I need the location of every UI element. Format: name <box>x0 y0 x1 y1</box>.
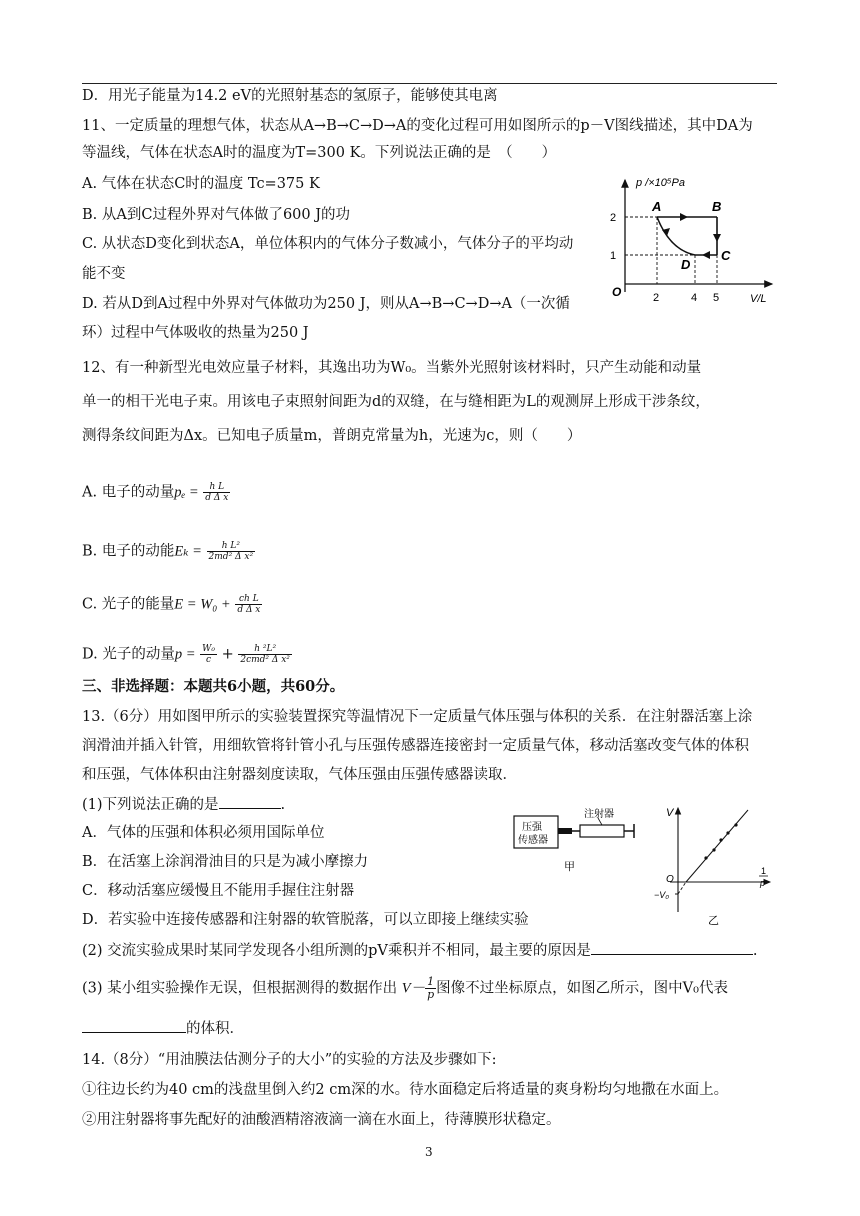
section-3-heading: 三、非选择题：本题共6小题，共60分。 <box>82 678 345 695</box>
q11-option-d-1: D. 若从D到A过程中外界对气体做功为250 J，则从A→B→C→D→A（一次循 <box>82 296 570 312</box>
pv-x-label: V/L <box>750 293 767 305</box>
pv-point-a: A <box>652 199 662 214</box>
q13-stem-1: 13.（6分）用如图甲所示的实验装置探究等温情况下一定质量气体压强与体积的关系．在注射器活塞上涂 <box>82 709 753 725</box>
q14-stem: 14.（8分）“用油膜法估测分子的大小”的实验的方法及步骤如下: <box>82 1052 497 1068</box>
q10-option-d: D．用光子能量为14.2 eV的光照射基态的氢原子，能够使其电离 <box>82 88 498 104</box>
q11-stem-2: 等温线，气体在状态A时的温度为T=300 K。下列说法正确的是 （ ） <box>82 145 557 161</box>
pv-ytick-2: 2 <box>610 212 617 224</box>
graph-yi-x-num: 1 <box>761 866 767 876</box>
pv-xtick-5: 5 <box>713 292 720 304</box>
q12-d-fraction-2: $\frac{\text{h ²L²}}{\text{2cmd² Δ x²}}$ <box>240 644 290 665</box>
pv-point-d: D <box>681 257 691 272</box>
graph-yi-v0: −V₀ <box>654 890 670 900</box>
q12-option-c: C. 光子的能量E = W₀ + $\frac{\text{ch L}}{\text{d Δ x}}$ <box>82 594 261 615</box>
q13-part-2: (2) 交流实验成果时某同学发现各小组所测的pV乘积并不相同，最主要的原因是 . <box>82 940 758 961</box>
pv-y-label: p /×10⁵Pa <box>636 177 685 189</box>
pv-graph <box>600 172 780 312</box>
v-inverse-p-graph <box>648 800 778 930</box>
q12-option-b: B. 电子的动能Eₖ = $\frac{\text{h L²}}{\text{2md² Δ x²}}$ <box>82 541 254 562</box>
q11-option-c-2: 能不变 <box>82 266 126 282</box>
q11-option-c-1: C. 从状态D变化到状态A，单位体积内的气体分子数减小，气体分子的平均动 <box>82 236 574 252</box>
q13-option-b: B．在活塞上涂润滑油目的只是为减小摩擦力 <box>82 854 369 870</box>
q11-stem-1: 11、一定质量的理想气体，状态从A→B→C→D→A的变化过程可用如图所示的p－V图线描述，其中DA为 <box>82 118 753 134</box>
graph-yi-x-den: p <box>760 878 766 888</box>
q12-d-fraction-1: $\frac{\text{W₀}}{c}$ <box>202 644 215 665</box>
pv-xtick-4: 4 <box>691 292 698 304</box>
q12-stem-1: 12、有一种新型光电效应量子材料，其逸出功为W₀。当紫外光照射该材料时，只产生动能和动量 <box>82 360 702 376</box>
q13-answer-blank-3[interactable] <box>82 1018 186 1033</box>
q12-c-fraction: $\frac{\text{ch L}}{\text{d Δ x}}$ <box>237 594 261 615</box>
graph-yi-origin: O <box>666 874 674 885</box>
figure-yi-label: 乙 <box>708 915 719 927</box>
q13-answer-blank-2[interactable] <box>591 940 753 955</box>
connector <box>558 828 572 834</box>
q12-b-fraction: $\frac{\text{h L²}}{\text{2md² Δ x²}}$ <box>208 541 254 562</box>
q13-inverse-p-fraction: $\frac{1}{p}$ <box>427 975 435 1001</box>
graph-yi-dashed-extension <box>678 882 686 894</box>
q12-option-d: D. 光子的动量p = $\frac{\text{W₀}}{c}$ + $\frac{\text{h ²L²}}{\text{2cmd² Δ x²}}$ <box>82 644 290 665</box>
q14-step-1: ①往边长约为40 cm的浅盘里倒入约2 cm深的水。待水面稳定后将适量的爽身粉均匀地撒在水面上。 <box>82 1082 729 1098</box>
q13-part-1: (1)下列说法正确的是 . <box>82 794 285 815</box>
syringe-label: 注射器 <box>584 809 614 820</box>
pv-ytick-1: 1 <box>610 250 617 262</box>
q13-part-3-end: 的体积． <box>82 1018 244 1039</box>
q13-option-c: C．移动活塞应缓慢且不能用手握住注射器 <box>82 883 355 899</box>
syringe-barrel <box>580 825 624 837</box>
q13-stem-3: 和压强，气体体积由注射器刻度读取，气体压强由压强传感器读取． <box>82 767 517 783</box>
graph-yi-v-label: V <box>666 807 674 819</box>
pv-path-da <box>657 217 695 255</box>
apparatus-figure <box>510 804 640 876</box>
q11-option-b: B. 从A到C过程外界对气体做了600 J的功 <box>82 207 351 223</box>
q12-a-fraction: $\frac{\text{h L}}{\text{d Δ x}}$ <box>205 482 229 503</box>
q14-step-2: ②用注射器将事先配好的油酸酒精溶液滴一滴在水面上，待薄膜形状稳定。 <box>82 1112 561 1128</box>
q11-option-a: A. 气体在状态C时的温度 Tc=375 K <box>82 176 320 192</box>
q13-answer-blank-1[interactable] <box>219 794 281 809</box>
top-rule <box>82 83 777 84</box>
pv-point-c: C <box>721 248 731 263</box>
sensor-label-2: 传感器 <box>518 835 548 846</box>
pv-origin: O <box>612 285 622 299</box>
pv-point-b: B <box>712 199 722 214</box>
q13-stem-2: 润滑油并插入针管，用细软管将针管小孔与压强传感器连接密封一定质量气体，移动活塞改变气体的体积 <box>82 738 749 754</box>
q13-option-d: D．若实验中连接传感器和注射器的软管脱落，可以立即接上继续实验 <box>82 912 529 928</box>
pv-xtick-2: 2 <box>653 292 660 304</box>
q12-option-a: A. 电子的动量pₑ = $\frac{\text{h L}}{\text{d Δ x}}$ <box>82 482 229 503</box>
q13-option-a: A．气体的压强和体积必须用国际单位 <box>82 825 325 841</box>
q13-part-3: (3) 某小组实验操作无误，但根据测得的数据作出 V－ $\frac{1}{p}$ 图像不过坐标原点，如图乙所示，图中V₀代表 <box>82 975 728 1001</box>
pv-guide-lines <box>625 217 717 284</box>
page-number: 3 <box>425 1145 433 1159</box>
sensor-label-1: 压强 <box>522 822 542 833</box>
graph-yi-fit-line <box>686 810 748 882</box>
q11-option-d-2: 环）过程中气体吸收的热量为250 J <box>82 325 309 341</box>
q12-stem-3: 测得条纹间距为Δx。已知电子质量m，普朗克常量为h，光速为c，则（ ） <box>82 428 582 444</box>
figure-jia-label: 甲 <box>564 861 575 873</box>
q12-stem-2: 单一的相干光电子束。用该电子束照射间距为d的双缝，在与缝相距为L的观测屏上形成干涉条纹， <box>82 394 710 410</box>
